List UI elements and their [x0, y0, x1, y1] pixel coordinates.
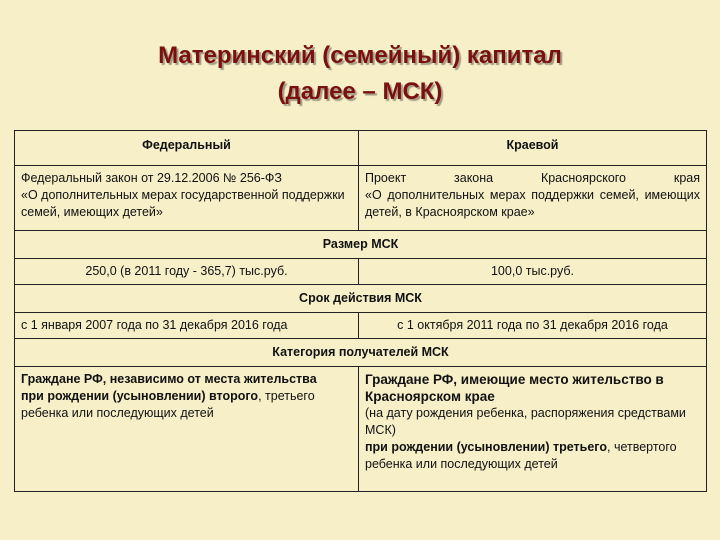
- size-heading: Размер МСК: [15, 231, 707, 259]
- federal-law-title: Федеральный закон от 29.12.2006 № 256-ФЗ: [21, 171, 282, 185]
- regional-category-birth: при рождении (усыновлении) третьего: [365, 440, 607, 454]
- federal-size-value: 250,0 (в 2011 году - 365,7) тыс.руб.: [15, 259, 359, 285]
- page-title: [0, 38, 720, 110]
- column-header-federal: Федеральный: [15, 131, 359, 166]
- term-row: [15, 313, 707, 339]
- regional-category-cell: [359, 367, 707, 492]
- federal-category-citizens: Граждане РФ, независимо от места жительства: [21, 372, 317, 386]
- federal-category-birth: при рождении (усыновлении) второго: [21, 389, 259, 403]
- category-row: [15, 367, 707, 492]
- federal-category-children: , третьего ребенка или последующих детей: [21, 389, 315, 420]
- column-header-regional: Краевой: [359, 131, 707, 166]
- category-heading: Категория получателей МСК: [15, 339, 707, 367]
- regional-category-note: (на дату рождения ребенка, распоряжения средствами МСК): [365, 406, 686, 437]
- size-row: [15, 259, 707, 285]
- regional-law-title: Проект закона Красноярского края: [365, 171, 700, 185]
- msk-comparison-table: [14, 130, 707, 492]
- law-row: [15, 166, 707, 231]
- federal-term-value: с 1 января 2007 года по 31 декабря 2016 года: [15, 313, 359, 339]
- regional-size-value: 100,0 тыс.руб.: [359, 259, 707, 285]
- title-line-2: (далее – МСК): [277, 78, 443, 105]
- federal-category-condition: [21, 388, 352, 422]
- size-heading-row: [15, 231, 707, 259]
- category-heading-row: [15, 339, 707, 367]
- federal-law-name: «О дополнительных мерах государственной поддержки семей, имеющих детей»: [21, 188, 345, 219]
- regional-category-children: , четвертого ребенка или последующих детей: [365, 440, 677, 471]
- regional-term-value: с 1 октября 2011 года по 31 декабря 2016 года: [359, 313, 707, 339]
- title-line-1: Материнский (семейный) капитал: [158, 42, 562, 69]
- federal-law-cell: [15, 166, 359, 231]
- regional-category-condition: [365, 439, 700, 473]
- federal-category-cell: [15, 367, 359, 492]
- term-heading: Срок действия МСК: [15, 285, 707, 313]
- header-row: [15, 131, 707, 166]
- regional-law-name: «О дополнительных мерах поддержки семей, имеющих детей, в Красноярском крае»: [365, 188, 700, 219]
- regional-category-citizens: Граждане РФ, имеющие место жительство в Красноярском крае: [365, 372, 664, 404]
- term-heading-row: [15, 285, 707, 313]
- regional-law-cell: [359, 166, 707, 231]
